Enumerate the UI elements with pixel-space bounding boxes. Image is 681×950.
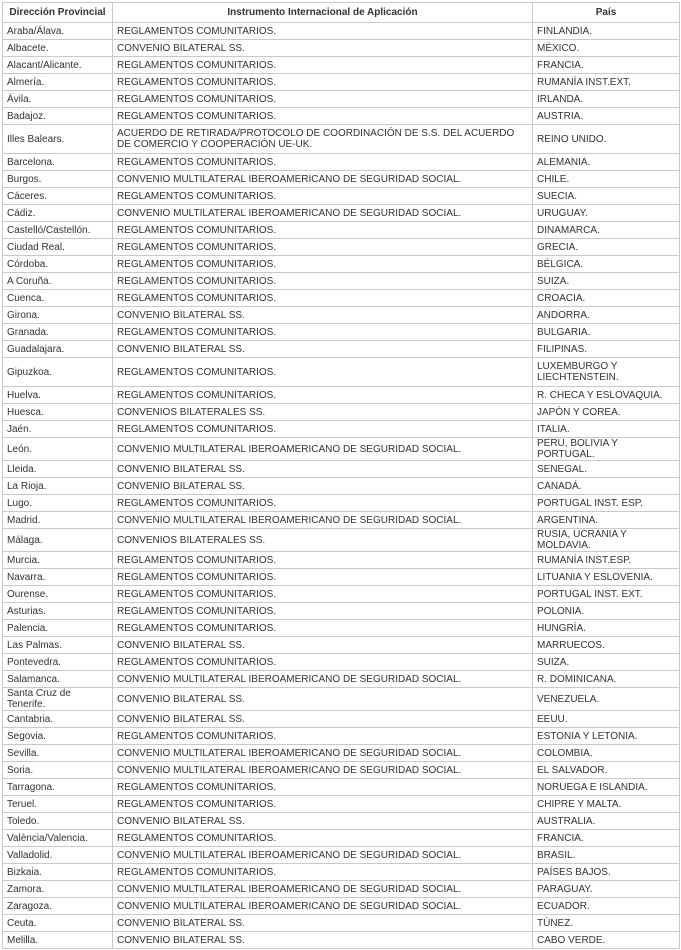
table-row [3, 478, 680, 495]
table-row [3, 529, 680, 552]
cell-direccion-provincial: León. [3, 438, 113, 461]
cell-instrumento: CONVENIOS BILATERALES SS. [113, 404, 533, 421]
cell-instrumento: CONVENIOS BILATERALES SS. [113, 529, 533, 552]
cell-pais: CHILE. [533, 171, 680, 188]
table-row [3, 40, 680, 57]
table-row [3, 915, 680, 932]
table-row [3, 421, 680, 438]
cell-pais: REINO UNIDO. [533, 125, 680, 154]
table-row [3, 745, 680, 762]
cell-pais: MARRUECOS. [533, 637, 680, 654]
cell-instrumento: REGLAMENTOS COMUNITARIOS. [113, 864, 533, 881]
cell-instrumento: CONVENIO MULTILATERAL IBEROAMERICANO DE SEGURIDAD SOCIAL. [113, 171, 533, 188]
cell-instrumento: REGLAMENTOS COMUNITARIOS. [113, 239, 533, 256]
header-row [3, 3, 680, 23]
cell-pais: R. DOMINICANA. [533, 671, 680, 688]
cell-direccion-provincial: Córdoba. [3, 256, 113, 273]
cell-instrumento: CONVENIO BILATERAL SS. [113, 688, 533, 711]
cell-direccion-provincial: Cádiz. [3, 205, 113, 222]
cell-instrumento: CONVENIO BILATERAL SS. [113, 932, 533, 949]
cell-instrumento: CONVENIO MULTILATERAL IBEROAMERICANO DE SEGURIDAD SOCIAL. [113, 205, 533, 222]
table-row [3, 898, 680, 915]
table-row [3, 830, 680, 847]
cell-pais: IRLANDA. [533, 91, 680, 108]
cell-pais: SENEGAL. [533, 461, 680, 478]
cell-pais: CABO VERDE. [533, 932, 680, 949]
cell-instrumento: CONVENIO MULTILATERAL IBEROAMERICANO DE SEGURIDAD SOCIAL. [113, 438, 533, 461]
cell-instrumento: REGLAMENTOS COMUNITARIOS. [113, 421, 533, 438]
table-row [3, 239, 680, 256]
cell-pais: EEUU. [533, 711, 680, 728]
table-row [3, 762, 680, 779]
cell-pais: GRECIA. [533, 239, 680, 256]
cell-instrumento: REGLAMENTOS COMUNITARIOS. [113, 188, 533, 205]
cell-instrumento: CONVENIO BILATERAL SS. [113, 915, 533, 932]
cell-direccion-provincial: Ourense. [3, 586, 113, 603]
cell-instrumento: CONVENIO BILATERAL SS. [113, 711, 533, 728]
cell-direccion-provincial: Huesca. [3, 404, 113, 421]
cell-pais: SUECIA. [533, 188, 680, 205]
cell-direccion-provincial: Zaragoza. [3, 898, 113, 915]
cell-direccion-provincial: Bizkaia. [3, 864, 113, 881]
cell-instrumento: CONVENIO MULTILATERAL IBEROAMERICANO DE SEGURIDAD SOCIAL. [113, 847, 533, 864]
cell-instrumento: CONVENIO BILATERAL SS. [113, 813, 533, 830]
cell-direccion-provincial: Badajoz. [3, 108, 113, 125]
cell-direccion-provincial: Alacant/Alicante. [3, 57, 113, 74]
table-row [3, 290, 680, 307]
cell-instrumento: REGLAMENTOS COMUNITARIOS. [113, 569, 533, 586]
cell-pais: HUNGRÍA. [533, 620, 680, 637]
cell-pais: LITUANIA Y ESLOVENIA. [533, 569, 680, 586]
table-row [3, 387, 680, 404]
cell-instrumento: CONVENIO MULTILATERAL IBEROAMERICANO DE SEGURIDAD SOCIAL. [113, 512, 533, 529]
cell-pais: ALEMANIA. [533, 154, 680, 171]
table-row [3, 864, 680, 881]
table-row [3, 324, 680, 341]
cell-instrumento: REGLAMENTOS COMUNITARIOS. [113, 620, 533, 637]
cell-instrumento: REGLAMENTOS COMUNITARIOS. [113, 654, 533, 671]
provincial-agreements-table [2, 2, 680, 949]
cell-pais: PORTUGAL INST. EXT. [533, 586, 680, 603]
table-row [3, 512, 680, 529]
table-row [3, 779, 680, 796]
cell-pais: R. CHECA Y ESLOVAQUIA. [533, 387, 680, 404]
cell-direccion-provincial: Araba/Álava. [3, 23, 113, 40]
cell-pais: MÉXICO. [533, 40, 680, 57]
cell-direccion-provincial: Murcia. [3, 552, 113, 569]
table-row [3, 108, 680, 125]
cell-pais: AUSTRALIA. [533, 813, 680, 830]
table-row [3, 654, 680, 671]
cell-instrumento: CONVENIO BILATERAL SS. [113, 40, 533, 57]
cell-direccion-provincial: Ciudad Real. [3, 239, 113, 256]
table-row [3, 728, 680, 745]
cell-direccion-provincial: Ávila. [3, 91, 113, 108]
cell-instrumento: REGLAMENTOS COMUNITARIOS. [113, 324, 533, 341]
table-row [3, 154, 680, 171]
cell-direccion-provincial: Girona. [3, 307, 113, 324]
cell-instrumento: REGLAMENTOS COMUNITARIOS. [113, 290, 533, 307]
cell-instrumento: REGLAMENTOS COMUNITARIOS. [113, 23, 533, 40]
cell-pais: SUIZA. [533, 654, 680, 671]
cell-instrumento: REGLAMENTOS COMUNITARIOS. [113, 256, 533, 273]
table-row [3, 23, 680, 40]
cell-direccion-provincial: Navarra. [3, 569, 113, 586]
cell-direccion-provincial: Cáceres. [3, 188, 113, 205]
cell-direccion-provincial: A Coruña. [3, 273, 113, 290]
cell-instrumento: REGLAMENTOS COMUNITARIOS. [113, 603, 533, 620]
cell-direccion-provincial: Salamanca. [3, 671, 113, 688]
table-row [3, 932, 680, 949]
cell-direccion-provincial: Pontevedra. [3, 654, 113, 671]
cell-instrumento: REGLAMENTOS COMUNITARIOS. [113, 586, 533, 603]
table-header [3, 3, 680, 23]
cell-pais: ECUADOR. [533, 898, 680, 915]
cell-instrumento: CONVENIO MULTILATERAL IBEROAMERICANO DE SEGURIDAD SOCIAL. [113, 762, 533, 779]
cell-instrumento: CONVENIO MULTILATERAL IBEROAMERICANO DE SEGURIDAD SOCIAL. [113, 881, 533, 898]
cell-pais: FRANCIA. [533, 830, 680, 847]
table-row [3, 91, 680, 108]
cell-pais: FRANCIA. [533, 57, 680, 74]
cell-direccion-provincial: Almería. [3, 74, 113, 91]
cell-direccion-provincial: Gipuzkoa. [3, 358, 113, 387]
cell-instrumento: CONVENIO BILATERAL SS. [113, 341, 533, 358]
cell-pais: TÚNEZ. [533, 915, 680, 932]
cell-pais: AUSTRIA. [533, 108, 680, 125]
cell-pais: ANDORRA. [533, 307, 680, 324]
header-pais: País [533, 3, 680, 23]
table-row [3, 125, 680, 154]
cell-pais: CHIPRE Y MALTA. [533, 796, 680, 813]
cell-direccion-provincial: Tarragona. [3, 779, 113, 796]
table-row [3, 171, 680, 188]
header-instrumento: Instrumento Internacional de Aplicación [113, 3, 533, 23]
table-row [3, 358, 680, 387]
cell-pais: JAPÓN Y COREA. [533, 404, 680, 421]
cell-direccion-provincial: Asturias. [3, 603, 113, 620]
header-direccion-provincial: Dirección Provincial [3, 3, 113, 23]
cell-pais: CROACIA. [533, 290, 680, 307]
cell-pais: PARAGUAY. [533, 881, 680, 898]
cell-direccion-provincial: Melilla. [3, 932, 113, 949]
cell-pais: COLOMBIA. [533, 745, 680, 762]
cell-direccion-provincial: Lugo. [3, 495, 113, 512]
cell-instrumento: CONVENIO BILATERAL SS. [113, 637, 533, 654]
cell-pais: CANADÁ. [533, 478, 680, 495]
cell-pais: FILIPINAS. [533, 341, 680, 358]
table-row [3, 222, 680, 239]
cell-pais: SUIZA. [533, 273, 680, 290]
cell-direccion-provincial: Ceuta. [3, 915, 113, 932]
table-row [3, 847, 680, 864]
cell-direccion-provincial: Madrid. [3, 512, 113, 529]
cell-instrumento: REGLAMENTOS COMUNITARIOS. [113, 779, 533, 796]
cell-instrumento: CONVENIO MULTILATERAL IBEROAMERICANO DE SEGURIDAD SOCIAL. [113, 671, 533, 688]
cell-direccion-provincial: Zamora. [3, 881, 113, 898]
cell-instrumento: REGLAMENTOS COMUNITARIOS. [113, 273, 533, 290]
cell-direccion-provincial: Cuenca. [3, 290, 113, 307]
cell-pais: LUXEMBURGO Y LIECHTENSTEIN. [533, 358, 680, 387]
table-row [3, 637, 680, 654]
cell-pais: EL SALVADOR. [533, 762, 680, 779]
table-row [3, 495, 680, 512]
cell-pais: RUSIA, UCRANIA Y MOLDAVIA. [533, 529, 680, 552]
cell-direccion-provincial: Segovia. [3, 728, 113, 745]
table-row [3, 552, 680, 569]
cell-pais: BULGARIA. [533, 324, 680, 341]
cell-pais: BRASIL. [533, 847, 680, 864]
table-row [3, 620, 680, 637]
table-row [3, 256, 680, 273]
cell-direccion-provincial: Castelló/Castellón. [3, 222, 113, 239]
cell-direccion-provincial: Albacete. [3, 40, 113, 57]
cell-direccion-provincial: Barcelona. [3, 154, 113, 171]
table-row [3, 881, 680, 898]
table-row [3, 57, 680, 74]
cell-direccion-provincial: Illes Balears. [3, 125, 113, 154]
table-row [3, 461, 680, 478]
cell-pais: PAÍSES BAJOS. [533, 864, 680, 881]
cell-direccion-provincial: Málaga. [3, 529, 113, 552]
table-row [3, 307, 680, 324]
table-row [3, 586, 680, 603]
table-row [3, 813, 680, 830]
table-row [3, 711, 680, 728]
cell-instrumento: REGLAMENTOS COMUNITARIOS. [113, 495, 533, 512]
cell-pais: URUGUAY. [533, 205, 680, 222]
cell-direccion-provincial: València/Valencia. [3, 830, 113, 847]
cell-direccion-provincial: Teruel. [3, 796, 113, 813]
cell-instrumento: REGLAMENTOS COMUNITARIOS. [113, 74, 533, 91]
cell-pais: DINAMARCA. [533, 222, 680, 239]
cell-direccion-provincial: Palencia. [3, 620, 113, 637]
cell-direccion-provincial: Granada. [3, 324, 113, 341]
cell-pais: RUMANÍA INST.ESP. [533, 552, 680, 569]
cell-pais: BÉLGICA. [533, 256, 680, 273]
cell-instrumento: REGLAMENTOS COMUNITARIOS. [113, 222, 533, 239]
cell-direccion-provincial: Lleida. [3, 461, 113, 478]
cell-direccion-provincial: Guadalajara. [3, 341, 113, 358]
cell-instrumento: REGLAMENTOS COMUNITARIOS. [113, 358, 533, 387]
table-row [3, 273, 680, 290]
cell-instrumento: REGLAMENTOS COMUNITARIOS. [113, 796, 533, 813]
cell-instrumento: CONVENIO BILATERAL SS. [113, 461, 533, 478]
cell-instrumento: REGLAMENTOS COMUNITARIOS. [113, 154, 533, 171]
table-row [3, 188, 680, 205]
table-row [3, 796, 680, 813]
table-row [3, 688, 680, 711]
cell-instrumento: CONVENIO BILATERAL SS. [113, 478, 533, 495]
cell-pais: RUMANÍA INST.EXT. [533, 74, 680, 91]
cell-direccion-provincial: Valladolid. [3, 847, 113, 864]
cell-instrumento: CONVENIO BILATERAL SS. [113, 307, 533, 324]
cell-pais: VENEZUELA. [533, 688, 680, 711]
cell-instrumento: REGLAMENTOS COMUNITARIOS. [113, 387, 533, 404]
cell-instrumento: CONVENIO MULTILATERAL IBEROAMERICANO DE SEGURIDAD SOCIAL. [113, 745, 533, 762]
cell-pais: FINLANDIA. [533, 23, 680, 40]
table-row [3, 438, 680, 461]
cell-pais: NORUEGA E ISLANDIA. [533, 779, 680, 796]
cell-instrumento: ACUERDO DE RETIRADA/PROTOCOLO DE COORDINACIÓN DE S.S. DEL ACUERDO DE COMERCIO Y COOPERACIÓN UE-UK. [113, 125, 533, 154]
table-row [3, 569, 680, 586]
cell-direccion-provincial: Burgos. [3, 171, 113, 188]
cell-direccion-provincial: Toledo. [3, 813, 113, 830]
cell-instrumento: REGLAMENTOS COMUNITARIOS. [113, 728, 533, 745]
table-row [3, 603, 680, 620]
cell-direccion-provincial: Jaén. [3, 421, 113, 438]
table-body [3, 23, 680, 949]
cell-instrumento: REGLAMENTOS COMUNITARIOS. [113, 108, 533, 125]
cell-direccion-provincial: Las Palmas. [3, 637, 113, 654]
cell-pais: ARGENTINA. [533, 512, 680, 529]
cell-pais: PERÚ, BOLIVIA Y PORTUGAL. [533, 438, 680, 461]
cell-pais: ESTONIA Y LETONIA. [533, 728, 680, 745]
cell-direccion-provincial: Santa Cruz de Tenerife. [3, 688, 113, 711]
table-row [3, 671, 680, 688]
cell-instrumento: CONVENIO MULTILATERAL IBEROAMERICANO DE SEGURIDAD SOCIAL. [113, 898, 533, 915]
cell-pais: ITALIA. [533, 421, 680, 438]
cell-direccion-provincial: Sevilla. [3, 745, 113, 762]
cell-direccion-provincial: La Rioja. [3, 478, 113, 495]
table-row [3, 205, 680, 222]
cell-instrumento: REGLAMENTOS COMUNITARIOS. [113, 91, 533, 108]
cell-direccion-provincial: Cantabria. [3, 711, 113, 728]
table-row [3, 404, 680, 421]
table-row [3, 341, 680, 358]
cell-pais: PORTUGAL INST. ESP. [533, 495, 680, 512]
cell-direccion-provincial: Soria. [3, 762, 113, 779]
cell-instrumento: REGLAMENTOS COMUNITARIOS. [113, 552, 533, 569]
cell-instrumento: REGLAMENTOS COMUNITARIOS. [113, 830, 533, 847]
table-row [3, 74, 680, 91]
cell-pais: POLONIA. [533, 603, 680, 620]
cell-direccion-provincial: Huelva. [3, 387, 113, 404]
cell-instrumento: REGLAMENTOS COMUNITARIOS. [113, 57, 533, 74]
